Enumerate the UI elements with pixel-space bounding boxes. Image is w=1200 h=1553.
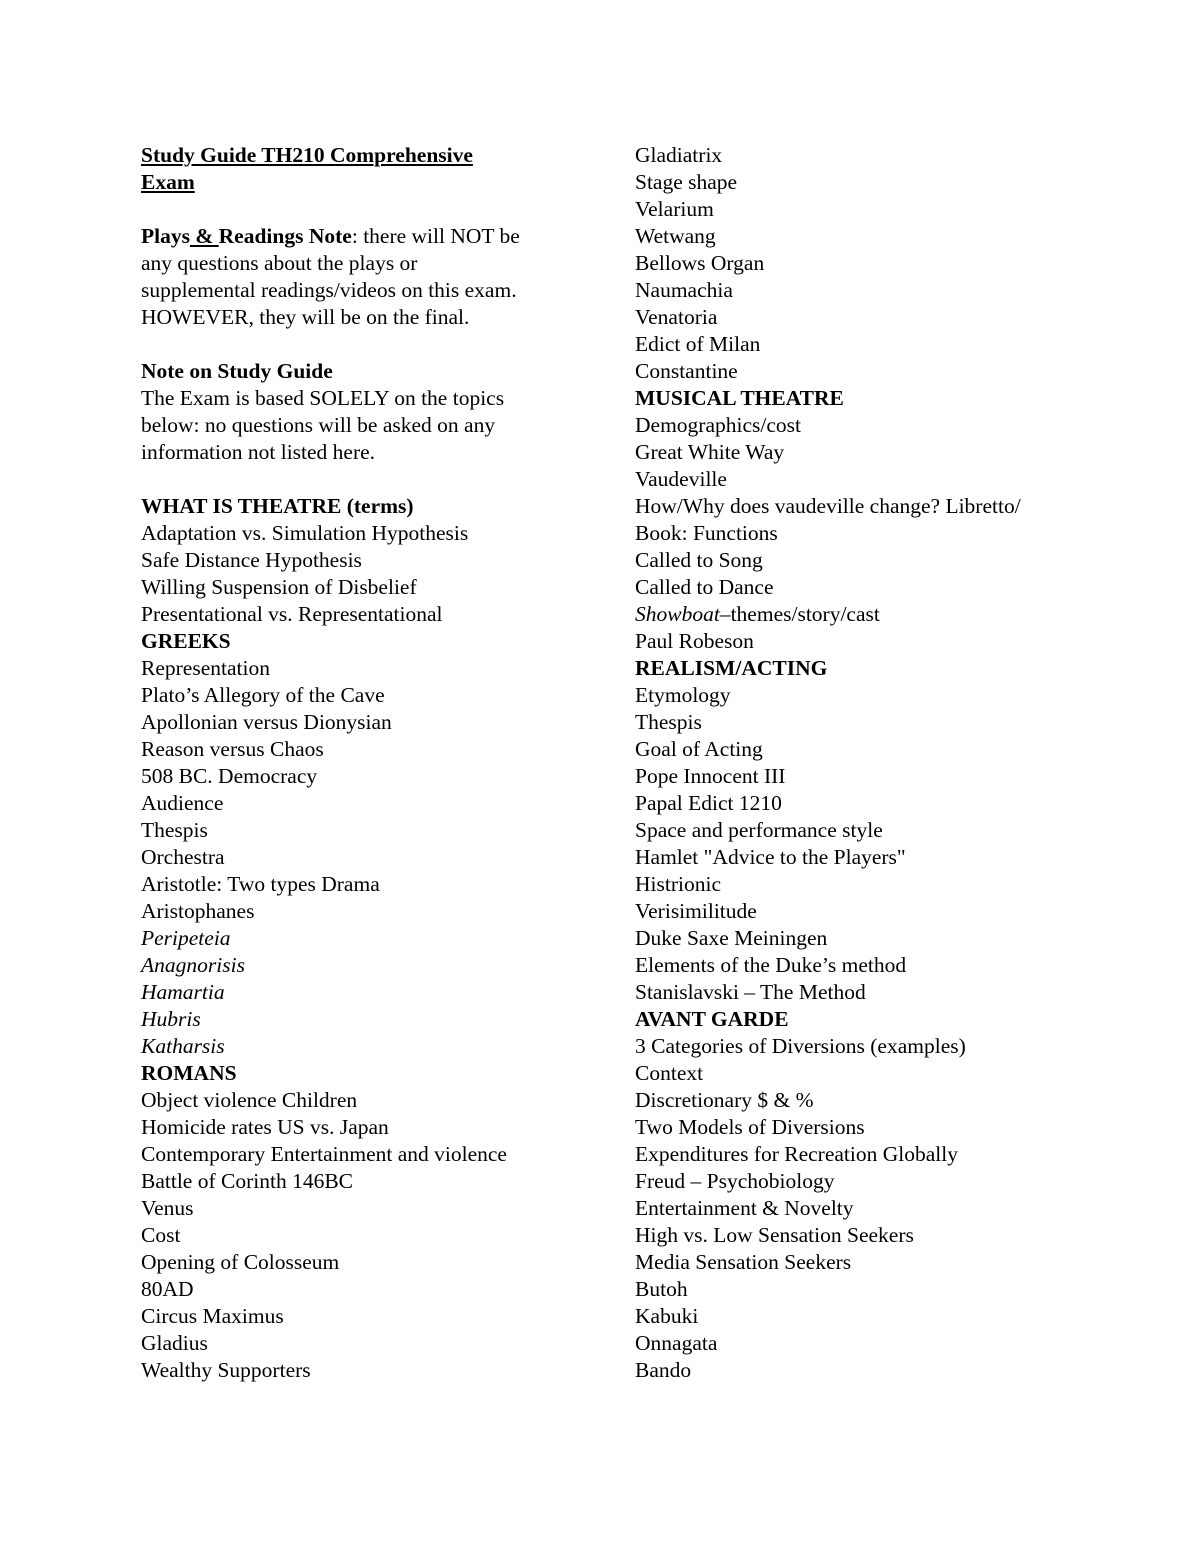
avant-garde-term: Freud – Psychobiology <box>635 1169 835 1193</box>
greeks-italic-term: Hubris <box>141 1007 201 1031</box>
greeks-term: Aristophanes <box>141 899 255 923</box>
plays-note-line2: any questions about the plays or <box>141 251 418 275</box>
greeks-term: 508 BC. Democracy <box>141 764 318 788</box>
romans-term: Edict of Milan <box>635 332 761 356</box>
avant-garde-term: Discretionary $ & % <box>635 1088 814 1112</box>
what-is-theatre-term: Adaptation vs. Simulation Hypothesis <box>141 521 469 545</box>
section-heading-greeks: GREEKS <box>141 629 231 653</box>
realism-acting-term: Hamlet "Advice to the Players" <box>635 845 906 869</box>
romans-term: Wealthy Supporters <box>141 1358 311 1382</box>
romans-term: Opening of Colosseum <box>141 1250 340 1274</box>
greeks-term: Audience <box>141 791 224 815</box>
realism-acting-term: Etymology <box>635 683 731 707</box>
spacer <box>141 196 581 223</box>
greeks-italic-term: Hamartia <box>141 980 225 1004</box>
greeks-italic-list <box>141 925 581 1060</box>
greeks-term: Plato’s Allegory of the Cave <box>141 683 385 707</box>
left-column <box>141 142 581 1384</box>
musical-theatre-term: Called to Song <box>635 548 763 572</box>
realism-acting-term: Space and performance style <box>635 818 883 842</box>
plays-note-label-readings: Readings Note <box>218 224 352 248</box>
section-heading-what-is-theatre: WHAT IS THEATRE (terms) <box>141 494 414 518</box>
avant-garde-list <box>635 1033 1115 1384</box>
avant-garde-term: Expenditures for Recreation Globally <box>635 1142 958 1166</box>
page-title: Study Guide TH210 Comprehensive <box>141 143 473 167</box>
plays-note-line4: HOWEVER, they will be on the final. <box>141 305 470 329</box>
showboat-title: Showboat <box>635 602 720 626</box>
realism-acting-term: Stanislavski – The Method <box>635 980 866 1004</box>
section-heading-avant-garde: AVANT GARDE <box>635 1007 789 1031</box>
plays-note-label-amp: & <box>189 224 219 248</box>
realism-acting-term: Papal Edict 1210 <box>635 791 782 815</box>
romans-term: Object violence Children <box>141 1088 358 1112</box>
musical-theatre-term: Called to Dance <box>635 575 774 599</box>
romans-list <box>141 1087 581 1384</box>
plays-note-line3: supplemental readings/videos on this exam. <box>141 278 517 302</box>
avant-garde-term: Bando <box>635 1358 692 1382</box>
realism-acting-term: Thespis <box>635 710 702 734</box>
greeks-italic-term: Peripeteia <box>141 926 231 950</box>
musical-theatre-term: Great White Way <box>635 440 785 464</box>
realism-acting-term: Goal of Acting <box>635 737 763 761</box>
romans-term: Contemporary Entertainment and violence <box>141 1142 507 1166</box>
realism-acting-term: Duke Saxe Meiningen <box>635 926 828 950</box>
page-title-continued: Exam <box>141 170 195 194</box>
romans-term: Venus <box>141 1196 194 1220</box>
realism-acting-term: Elements of the Duke’s method <box>635 953 907 977</box>
greeks-list <box>141 655 581 925</box>
section-heading-musical-theatre: MUSICAL THEATRE <box>635 386 844 410</box>
romans-term: Naumachia <box>635 278 733 302</box>
musical-theatre-term: Book: Functions <box>635 521 778 545</box>
avant-garde-term: 3 Categories of Diversions (examples) <box>635 1034 966 1058</box>
musical-theatre-term: Demographics/cost <box>635 413 801 437</box>
romans-term: Wetwang <box>635 224 716 248</box>
realism-acting-term: Pope Innocent III <box>635 764 786 788</box>
showboat-detail: –themes/story/cast <box>719 602 880 626</box>
romans-term: Bellows Organ <box>635 251 765 275</box>
greeks-term: Aristotle: Two types Drama <box>141 872 380 896</box>
what-is-theatre-term: Safe Distance Hypothesis <box>141 548 362 572</box>
romans-term: Gladius <box>141 1331 208 1355</box>
greeks-italic-term: Anagnorisis <box>141 953 245 977</box>
spacer <box>141 331 581 358</box>
avant-garde-term: Context <box>635 1061 704 1085</box>
plays-note-label-plays: Plays <box>141 224 190 248</box>
greeks-term: Orchestra <box>141 845 225 869</box>
right-column <box>635 142 1115 1384</box>
avant-garde-term: Two Models of Diversions <box>635 1115 865 1139</box>
greeks-term: Apollonian versus Dionysian <box>141 710 392 734</box>
showboat-item <box>635 601 1115 628</box>
what-is-theatre-term: Willing Suspension of Disbelief <box>141 575 417 599</box>
romans-term: Stage shape <box>635 170 738 194</box>
avant-garde-term: Onnagata <box>635 1331 718 1355</box>
study-note-line3: information not listed here. <box>141 440 376 464</box>
romans-term: Venatoria <box>635 305 718 329</box>
section-heading-romans: ROMANS <box>141 1061 237 1085</box>
greeks-italic-term: Katharsis <box>141 1034 225 1058</box>
romans-term: Circus Maximus <box>141 1304 284 1328</box>
romans-term: Gladiatrix <box>635 143 723 167</box>
avant-garde-term: Media Sensation Seekers <box>635 1250 852 1274</box>
musical-theatre-list <box>635 412 1115 601</box>
avant-garde-term: High vs. Low Sensation Seekers <box>635 1223 914 1247</box>
study-note-line2: below: no questions will be asked on any <box>141 413 496 437</box>
musical-theatre-term: Paul Robeson <box>635 629 754 653</box>
greeks-term: Reason versus Chaos <box>141 737 324 761</box>
musical-theatre-list-after <box>635 628 1115 655</box>
realism-acting-term: Histrionic <box>635 872 721 896</box>
romans-continued-list <box>635 142 1115 385</box>
romans-term: Cost <box>141 1223 181 1247</box>
section-heading-realism-acting: REALISM/ACTING <box>635 656 828 680</box>
realism-acting-list <box>635 682 1115 1006</box>
romans-term: Constantine <box>635 359 738 383</box>
plays-note-text: : there will NOT be <box>351 224 520 248</box>
avant-garde-term: Kabuki <box>635 1304 699 1328</box>
spacer <box>141 466 581 493</box>
musical-theatre-term: How/Why does vaudeville change? Libretto/ <box>635 494 1021 518</box>
romans-term: 80AD <box>141 1277 194 1301</box>
greeks-term: Representation <box>141 656 270 680</box>
musical-theatre-term: Vaudeville <box>635 467 727 491</box>
greeks-term: Thespis <box>141 818 208 842</box>
study-note-line1: The Exam is based SOLELY on the topics <box>141 386 505 410</box>
romans-term: Velarium <box>635 197 714 221</box>
avant-garde-term: Entertainment & Novelty <box>635 1196 854 1220</box>
plays-note-line1 <box>141 223 581 250</box>
romans-term: Battle of Corinth 146BC <box>141 1169 354 1193</box>
avant-garde-term: Butoh <box>635 1277 688 1301</box>
what-is-theatre-term: Presentational vs. Representational <box>141 602 443 626</box>
what-is-theatre-list <box>141 520 581 628</box>
study-note-heading: Note on Study Guide <box>141 359 333 383</box>
realism-acting-term: Verisimilitude <box>635 899 757 923</box>
romans-term: Homicide rates US vs. Japan <box>141 1115 389 1139</box>
